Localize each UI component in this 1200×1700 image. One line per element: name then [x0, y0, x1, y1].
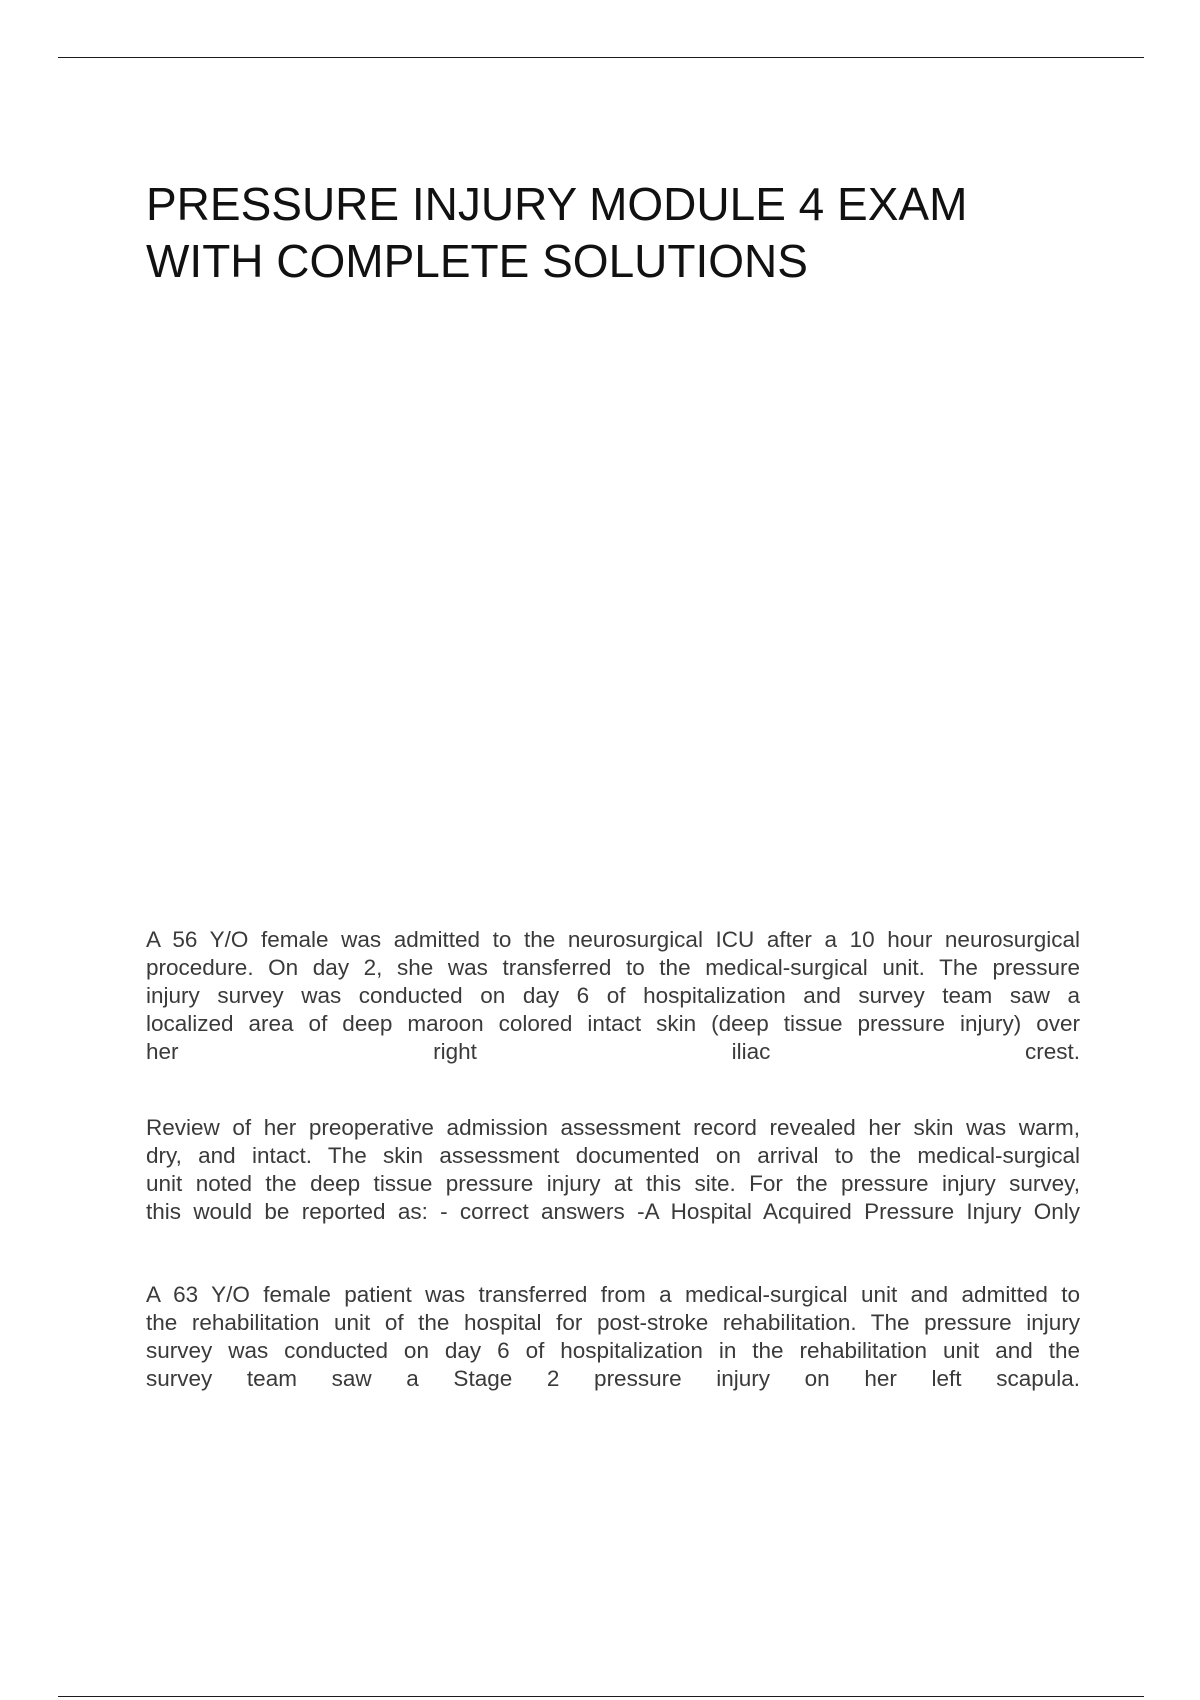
- question-paragraph-1: A 56 Y/O female was admitted to the neurosurgical ICU after a 10 hour neurosurgical procedure. On day 2, she was transferred to the medical-surgical unit. The pressure injury survey was conducted on day 6 of hospitalization and survey team saw a localized area of deep maroon colored intact skin (deep tissue pressure injury) over her right iliac crest.: [146, 927, 1080, 1064]
- document-title: [146, 176, 1106, 290]
- bottom-divider: [58, 1696, 1144, 1697]
- title-line-1: PRESSURE INJURY MODULE 4 EXAM: [146, 178, 968, 230]
- answer-paragraph-1: Review of her preoperative admission assessment record revealed her skin was warm, dry, and intact. The skin assessment documented on arrival to the medical-surgical unit noted the deep tissue pressure injury at this site. For the pressure injury survey, this would be reported as: - correct answers -A Hospital Acquired Pressure Injury Only: [146, 1115, 1080, 1224]
- question-paragraph-2: A 63 Y/O female patient was transferred from a medical-surgical unit and admitted to the rehabilitation unit of the hospital for post-stroke rehabilitation. The pressure injury survey was conducted on day 6 of hospitalization in the rehabilitation unit and the survey team saw a Stage 2 pressure injury on her left scapula.: [146, 1282, 1080, 1391]
- title-line-2: WITH COMPLETE SOLUTIONS: [146, 235, 808, 287]
- top-divider: [58, 57, 1144, 58]
